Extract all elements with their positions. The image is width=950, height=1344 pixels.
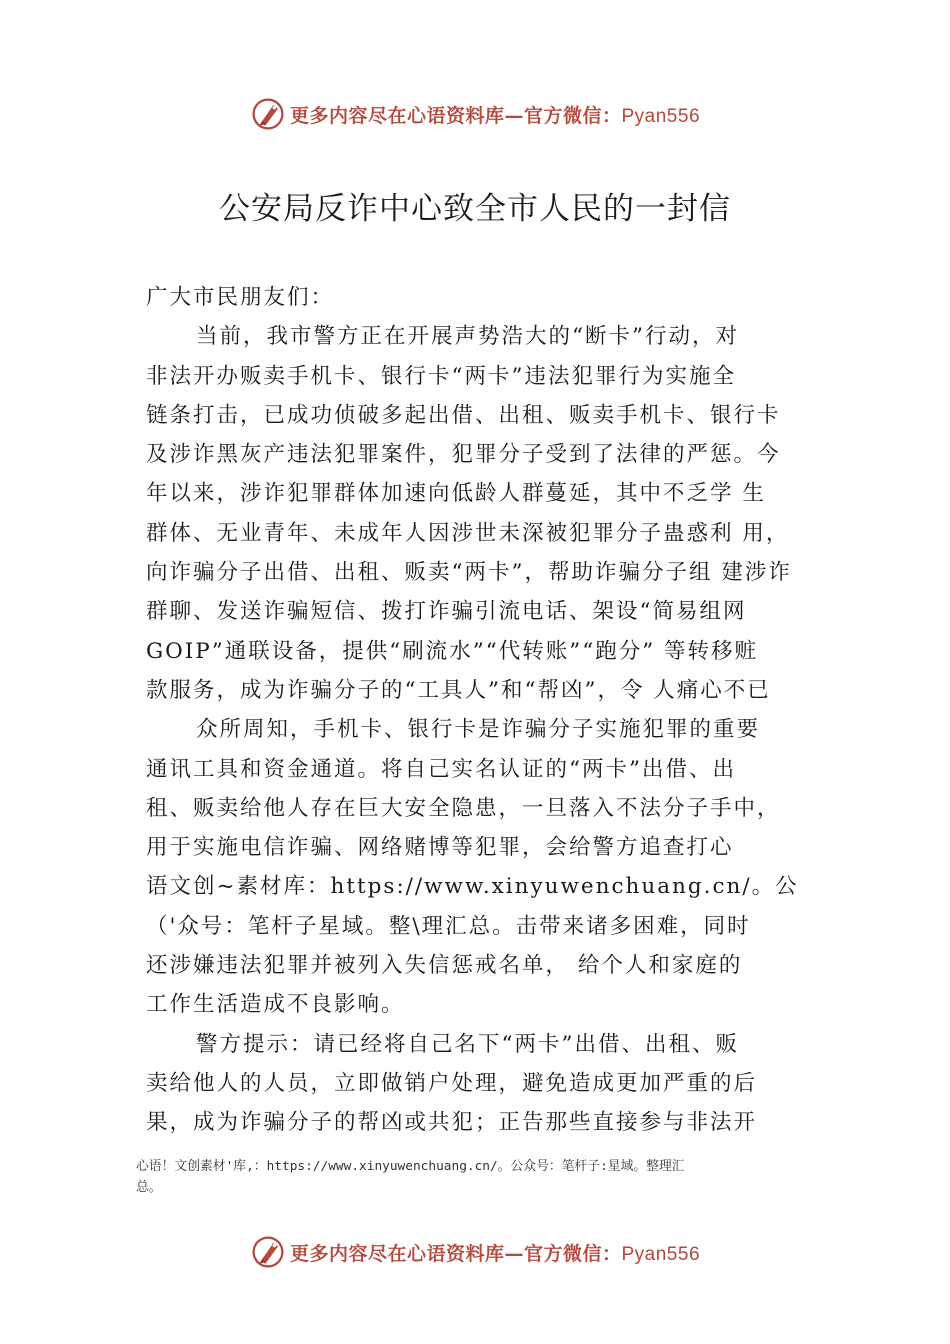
body-line: （'众号：笔杆子星域。整\理汇总。击带来诸多困难，同时 bbox=[146, 913, 751, 939]
header-banner bbox=[0, 94, 950, 134]
body-line: 通讯工具和资金通道。将自己实名认证的“两卡”出借、出 bbox=[146, 756, 736, 782]
body-line: 卖给他人的人员，立即做销户处理，避免造成更加严重的后 bbox=[146, 1070, 758, 1096]
body-line: 租、贩卖给他人存在巨大安全隐患，一旦落入不法分子手中， bbox=[146, 795, 781, 821]
footer-note-line: 总。 bbox=[136, 1180, 162, 1195]
salutation: 广大市民朋友们： bbox=[146, 285, 335, 310]
pen-nib-logo-icon bbox=[250, 1234, 286, 1270]
body-line: 链条打击，已成功侦破多起出借、出租、贩卖手机卡、银行卡 bbox=[146, 402, 781, 428]
header-banner-label: 更多内容尽在心语资料库—官方微信： bbox=[289, 104, 622, 127]
footer-banner bbox=[0, 1232, 950, 1272]
body-line: GOIP”通联设备，提供“刷流水”“代转账”“跑分” 等转移赃 bbox=[146, 638, 759, 664]
body-line: 还涉嫌违法犯罪并被列入失信惩戒名单， 给个人和家庭的 bbox=[146, 953, 743, 979]
footer-note-line: 心语！文创素材'库,：https://www.xinyuwenchuang.cn/。公众号：笔杆子:星域。整理汇 bbox=[136, 1159, 685, 1174]
footer-wechat-id: Pyan556 bbox=[621, 1243, 701, 1265]
body-line: 工作生活造成不良影响。 bbox=[146, 992, 405, 1018]
header-wechat-id: Pyan556 bbox=[621, 105, 701, 127]
document-body bbox=[146, 278, 836, 1143]
body-line: 果，成为诈骗分子的帮凶或共犯；正告那些直接参与非法开 bbox=[146, 1110, 758, 1136]
header-banner-text bbox=[290, 101, 700, 128]
body-line: 用于实施电信诈骗、网络赌博等犯罪，会给警方追查打心 bbox=[146, 835, 734, 861]
body-line: 及涉诈黑灰产违法犯罪案件，犯罪分子受到了法律的严惩。今 bbox=[146, 442, 781, 468]
body-line: 向诈骗分子出借、出租、贩卖“两卡”，帮助诈骗分子组 建涉诈 bbox=[146, 560, 792, 586]
body-line: 群体、无业青年、未成年人因涉世未深被犯罪分子蛊惑利 用， bbox=[146, 520, 790, 546]
document-title: 公安局反诈中心致全市人民的一封信 bbox=[219, 191, 731, 227]
body-line: 年以来，涉诈犯罪群体加速向低龄人群蔓延，其中不乏学 生 bbox=[146, 481, 766, 507]
body-line: 语文创~素材库：https://www.xinyuwenchuang.cn/。公 bbox=[146, 874, 799, 900]
body-line: 款服务，成为诈骗分子的“工具人”和“帮凶”，令 人痛心不已 bbox=[146, 677, 771, 703]
body-line: 众所周知，手机卡、银行卡是诈骗分子实施犯罪的重要 bbox=[196, 717, 761, 743]
body-line: 非法开办贩卖手机卡、银行卡“两卡”违法犯罪行为实施全 bbox=[146, 363, 736, 389]
footer-banner-label: 更多内容尽在心语资料库—官方微信： bbox=[289, 1242, 622, 1265]
footer-note bbox=[136, 1156, 841, 1198]
body-line: 警方提示：请已经将自己名下“两卡”出借、出租、贩 bbox=[196, 1031, 739, 1057]
pen-nib-logo-icon bbox=[250, 96, 286, 132]
footer-banner-text bbox=[290, 1239, 700, 1266]
body-line: 群聊、发送诈骗短信、拨打诈骗引流电话、架设“简易组网 bbox=[146, 599, 747, 625]
body-line: 当前，我市警方正在开展声势浩大的“断卡”行动，对 bbox=[196, 324, 739, 350]
